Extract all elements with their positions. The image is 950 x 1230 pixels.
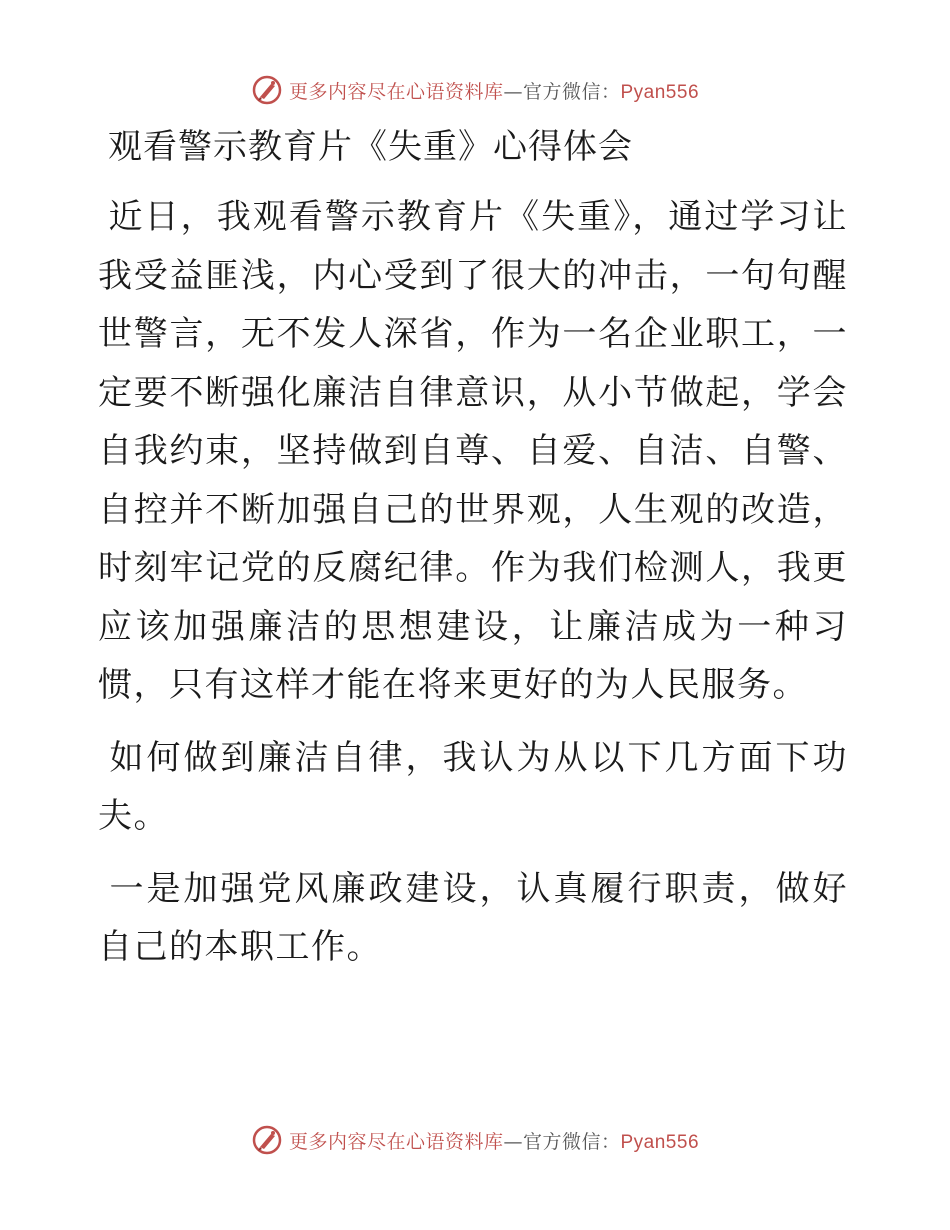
- banner-text: [289, 77, 699, 104]
- header-banner: [0, 72, 950, 108]
- pen-nib-logo-icon: [251, 74, 283, 106]
- document-body: [98, 118, 848, 991]
- banner-slogan: 更多内容尽在心语资料库: [288, 80, 504, 103]
- banner-separator: —: [503, 1130, 523, 1153]
- paragraph-2-text: 如何做到廉洁自律，我认为从以下几方面下功夫。: [98, 737, 848, 836]
- footer-banner: [0, 1122, 950, 1158]
- paragraph-1: [98, 188, 848, 715]
- banner-separator: —: [503, 80, 523, 103]
- banner-slogan: 更多内容尽在心语资料库: [288, 1130, 504, 1153]
- pen-nib-logo-icon: [251, 1124, 283, 1156]
- paragraph-2: [98, 729, 848, 846]
- banner-wechat-id: Pyan556: [620, 81, 700, 103]
- paragraph-1-text: 近日，我观看警示教育片《失重》，通过学习让我受益匪浅，内心受到了很大的冲击，一句句醒世警言，无不发人深省，作为一名企业职工，一定要不断强化廉洁自律意识，从小节做起，学会自我约束，坚持做到自尊、自爱、自洁、自警、自控并不断加强自己的世界观，人生观的改造，时刻牢记党的反腐纪律。作为我们检测人，我更应该加强廉洁的思想建设，让廉洁成为一种习惯，只有这样才能在将来更好的为人民服务。: [98, 197, 848, 705]
- banner-wechat-id: Pyan556: [620, 1131, 700, 1153]
- paragraph-3-text: 一是加强党风廉政建设，认真履行职责，做好自己的本职工作。: [98, 868, 848, 967]
- banner-official-label: 官方微信：: [522, 1130, 621, 1153]
- document-title: 观看警示教育片《失重》心得体会: [108, 127, 633, 167]
- banner-text: [289, 1127, 699, 1154]
- paragraph-3: [98, 860, 848, 977]
- banner-official-label: 官方微信：: [522, 80, 621, 103]
